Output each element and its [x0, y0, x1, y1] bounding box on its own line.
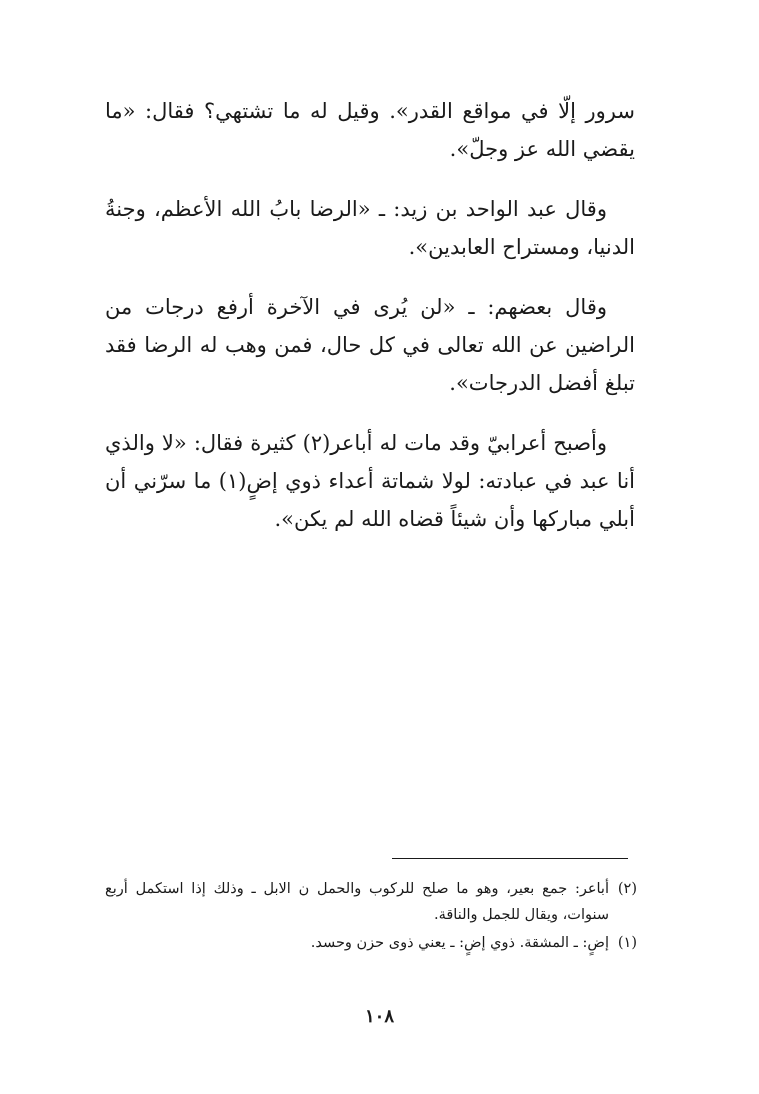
- paragraph-4: وأصبح أعرابيّ وقد مات له أباعر(٢) كثيرة فقال: «لا والذي أنا عبد في عبادته: لولا شماتة أعداء ذوي إضٍ(١) ما سرّني أن أبلي مباركها وأن شيئاً قضاه الله لم يكن».: [105, 431, 635, 531]
- footnote-1-text: إضٍ: ـ المشقة. ذوي إضٍ: ـ يعني ذوى حزن وحسد.: [310, 935, 609, 951]
- page-number: ١٠٨: [364, 1006, 394, 1027]
- footnote-2-marker: (٢): [617, 881, 637, 897]
- paragraph-3: وقال بعضهم: ـ «لن يُرى في الآخرة أرفع درجات من الراضين عن الله تعالى في كل حال، فمن وهب له الرضا فقد تبلغ أفضل الدرجات».: [105, 295, 635, 395]
- paragraph-1: سرور إلّا في مواقع القدر». وقيل له ما تشتهي؟ فقال: «ما يقضي الله عز وجلّ».: [105, 99, 635, 161]
- footnote-1: [105, 930, 637, 956]
- paragraph-2: وقال عبد الواحد بن زيد: ـ «الرضا بابُ الله الأعظم، وجنةُ الدنيا، ومستراح العابدين».: [105, 197, 635, 259]
- footnote-divider: [392, 858, 628, 859]
- footnotes: [105, 876, 637, 958]
- main-text: [105, 92, 635, 560]
- footnote-2-text: أباعر: جمع بعير، وهو ما صلح للركوب والحمل ن الابل ـ وذلك إذا استكمل أربع سنوات، ويقال للجمل والناقة.: [105, 881, 609, 923]
- footnote-2: [105, 876, 637, 928]
- footnote-1-marker: (١): [617, 935, 637, 951]
